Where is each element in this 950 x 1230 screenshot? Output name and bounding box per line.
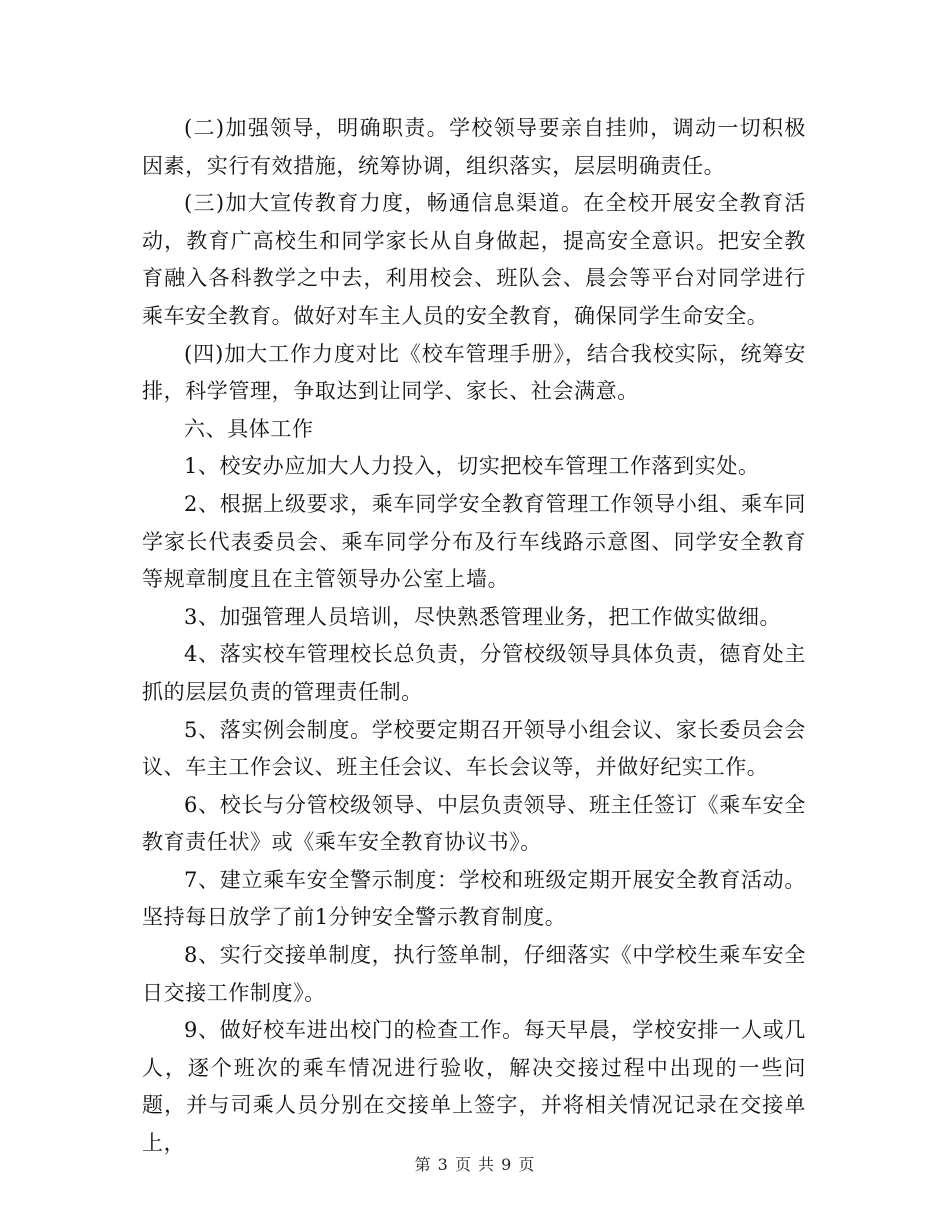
- document-body: [142, 110, 806, 1163]
- paragraph-work-intensity: (四)加大工作力度对比《校车管理手册》，结合我校实际，统筹安排，科学管理，争取达到让同学、家长、社会满意。: [142, 341, 806, 404]
- list-item-5: 5、落实例会制度。学校要定期召开领导小组会议、家长委员会会议、车主工作会议、班主任会议、车长会议等，并做好纪实工作。: [142, 717, 806, 780]
- list-item-2: 2、根据上级要求，乘车同学安全教育管理工作领导小组、乘车同学家长代表委员会、乘车同学分布及行车线路示意图、同学安全教育等规章制度且在主管领导办公室上墙。: [142, 491, 806, 592]
- section-heading-specific-work: 六、具体工作: [184, 416, 314, 441]
- list-item-3: 3、加强管理人员培训，尽快熟悉管理业务，把工作做实做细。: [184, 604, 782, 629]
- list-item-4: 4、落实校车管理校长总负责，分管校级领导具体负责，德育处主抓的层层负责的管理责任制。: [142, 642, 806, 704]
- paragraph-strengthen-leadership: (二)加强领导，明确职责。学校领导要亲自挂帅，调动一切积极因素，实行有效措施，统筹协调，组织落实，层层明确责任。: [142, 116, 806, 178]
- list-item-1: 1、校安办应加大人力投入，切实把校车管理工作落到实处。: [184, 454, 760, 479]
- page-number-label: 第 3 页 共 9 页: [414, 1155, 536, 1174]
- paragraph-publicity-education: (三)加大宣传教育力度，畅通信息渠道。在全校开展安全教育活动，教育广高校生和同学家长从自身做起，提高安全意识。把安全教育融入各科教学之中去，利用校会、班队会、晨会等平台对同学进行乘车安全教育。做好对车主人员的安全教育，确保同学生命安全。: [142, 191, 806, 328]
- page-footer: [0, 1152, 950, 1175]
- list-item-9: 9、做好校车进出校门的检查工作。每天早晨，学校安排一人或几人，逐个班次的乘车情况进行验收，解决交接过程中出现的一些问题，并与司乘人员分别在交接单上签字，并将相关情况记录在交接单上，: [142, 1018, 806, 1156]
- list-item-8: 8、实行交接单制度，执行签单制，仔细落实《中学校生乘车安全日交接工作制度》。: [142, 943, 806, 1005]
- list-item-7: 7、建立乘车安全警示制度：学校和班级定期开展安全教育活动。坚持每日放学了前1分钟安全警示教育制度。: [142, 867, 806, 930]
- list-item-6: 6、校长与分管校级领导、中层负责领导、班主任签订《乘车安全教育责任状》或《乘车安全教育协议书》。: [142, 792, 806, 855]
